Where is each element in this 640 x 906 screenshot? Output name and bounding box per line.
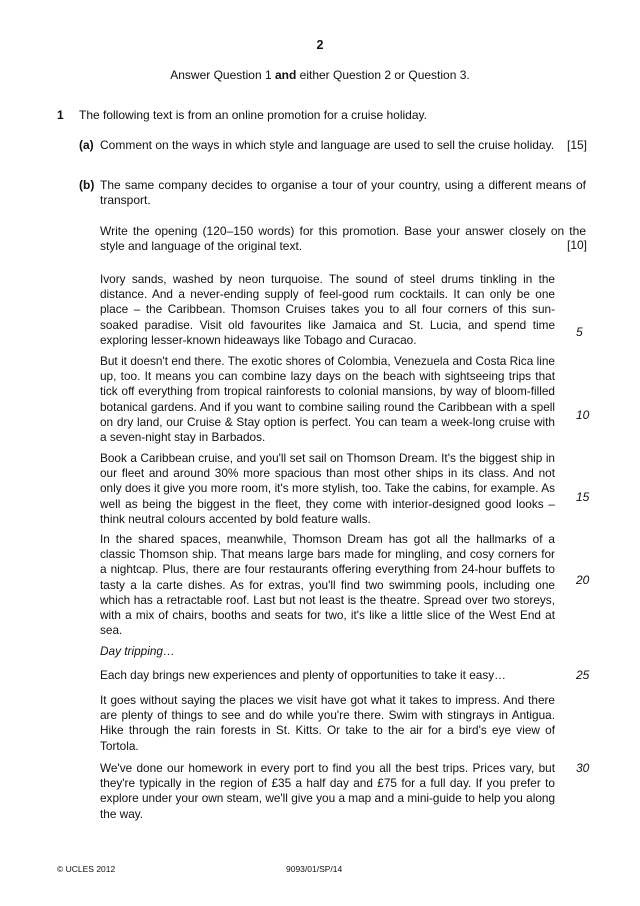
passage-subheading: Day tripping… [100, 644, 175, 658]
passage-paragraph: It goes without saying the places we visit have got what it takes to impress. And there are plenty of things to see and do while you're there. Swim with stingrays in Antigua. Hike through the rain forests in St. Kitts. Or take to the air for a bird's eye view of Tortola. [100, 693, 555, 753]
instruction-pre: Answer Question 1 [170, 68, 275, 82]
instruction-bold: and [274, 68, 297, 82]
page-number: 2 [316, 38, 324, 52]
line-number: 30 [576, 761, 590, 775]
question-number: 1 [57, 108, 64, 122]
line-number: 25 [576, 668, 590, 682]
footer-copyright: © UCLES 2012 [57, 864, 116, 874]
passage-paragraph: Book a Caribbean cruise, and you'll set sail on Thomson Dream. It's the biggest ship in our fleet and around 30% more spacious than most other ships in its class. And not only does it give you more room, it's more stylish, too. Take the cabins, for example. As well as being the biggest in the fleet, they come with interior-designed good looks – think neutral colours accented by bold feature walls. [100, 451, 555, 526]
part-a-label: (a) [79, 138, 94, 152]
instruction-post: either Question 2 or Question 3. [296, 68, 470, 82]
part-a-text: Comment on the ways in which style and language are used to sell the cruise holiday. [100, 138, 555, 152]
part-b-text-2: Write the opening (120–150 words) for this promotion. Base your answer closely on the style and language of the original text. [100, 224, 586, 253]
question-text: The following text is from an online promotion for a cruise holiday. [79, 108, 427, 122]
passage-paragraph: But it doesn't end there. The exotic shores of Colombia, Venezuela and Costa Rica line up, too. It means you can combine lazy days on the beach with sightseeing trips that tick off everything from tropical rainforests to colonial mansions, by way of bloom-filled botanical gardens. And if you want to combine sailing round the Caribbean with a spell on dry land, our Cruise & Stay option is perfect. You can team a week-long cruise with a seven-night stay in Barbados. [100, 354, 555, 445]
passage-paragraph: We've done our homework in every port to find you all the best trips. Prices vary, but they're typically in the region of £35 a half day and £75 for a full day. If you prefer to explore under your own steam, we'll give you a map and a mini-guide to help you along the way. [100, 761, 555, 821]
part-b-text-1: The same company decides to organise a tour of your country, using a different means of transport. [100, 178, 586, 207]
passage-paragraph: Ivory sands, washed by neon turquoise. The sound of steel drums tinkling in the distance. And a never-ending supply of feel-good rum cocktails. It can only be one place – the Caribbean. Thomson Cruises takes you to all four corners of this sun-soaked paradise. Visit old favourites like Jamaica and St. Lucia, and spend time exploring lesser-known hideaways like Tobago and Curacao. [100, 272, 555, 347]
line-number: 10 [576, 408, 590, 422]
line-number: 5 [576, 325, 583, 339]
exam-instruction [0, 68, 640, 82]
passage-paragraph: In the shared spaces, meanwhile, Thomson Dream has got all the hallmarks of a classic Thomson ship. That means large bars made for mingling, and cosy corners for a nightcap. Plus, there are four restaurants offering everything from 24-hour buffets to tasty a la carte dishes. As for extras, you'll find two swimming pools, including one which has a retractable roof. Last but not least is the theatre. Spread over two storeys, with a mix of chairs, booths and seats for two, it's like a little slice of the West End at sea. [100, 532, 555, 638]
passage-paragraph: Each day brings new experiences and plenty of opportunities to take it easy… [100, 668, 506, 682]
line-number: 15 [576, 490, 590, 504]
part-a-marks: [15] [566, 138, 587, 152]
footer-paper-code: 9093/01/SP/14 [286, 864, 343, 874]
line-number: 20 [576, 573, 590, 587]
part-b-label: (b) [79, 178, 95, 192]
part-b-marks: [10] [566, 238, 587, 252]
